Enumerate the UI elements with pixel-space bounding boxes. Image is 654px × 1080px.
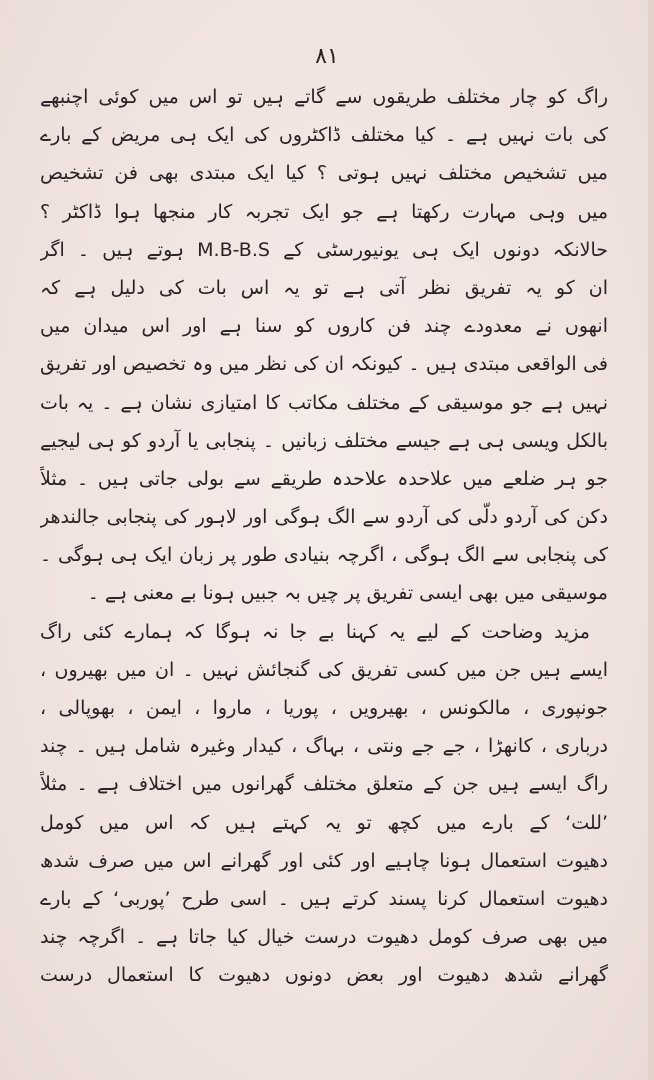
text-line: راگ کو چار مختلف طریقوں سے گاتے ہیں تو اس میں کوئی اچنبھے <box>40 86 608 108</box>
text-line: جو ہر ضلعے میں علاحدہ علاحدہ طریقے سے بولی جاتی ہیں ۔ مثلاً <box>40 467 608 490</box>
text-line: میں تشخیص مختلف نہیں ہوتی ؟ کیا ایک مبتدی بھی فن تشخیص <box>40 162 608 185</box>
text-line: ان کو یہ تفریق نظر آتی ہے تو یہ اس بات کی دلیل ہے کہ <box>40 276 608 299</box>
text-line: راگ ایسے ہیں جن کے متعلق مختلف گھرانوں میں اختلاف ہے ۔ مثلاً <box>40 773 608 796</box>
text-line: انھوں نے معدودے چند فن کاروں کو سنا ہے اور اس میدان میں <box>40 315 608 338</box>
page-number: ۸۱ <box>315 44 339 69</box>
text-line: کی بات نہیں ہے ۔ کیا مختلف ڈاکٹروں کی ایک ہی مریض کے بارے <box>40 124 608 147</box>
text-line: دھیوت استعمال کرنا پسند کرتے ہیں ۔ اسی طرح ’پوربی‘ کے بارے <box>40 887 608 910</box>
text-line: ’للت‘ کے بارے میں کچھ تو یہ کہتے ہیں کہ اس میں کومل <box>40 811 608 834</box>
text-line: موسیقی میں بھی ایسی تفریق پر چیں بہ جبیں ہونا بے معنی ہے ۔ <box>87 582 608 605</box>
text-line: دکن کی آردو دلّی کی آردو سے الگ ہوگی اور لاہور کی پنجابی جالندھر <box>40 506 608 529</box>
text-line: مزید وضاحت کے لیے یہ کہنا بے جا نہ ہوگا کہ ہمارے کئی راگ <box>40 620 590 643</box>
text-line: کی پنجابی سے الگ ہوگی ، اگرچہ بنیادی طور پر زبان ایک ہی ہوگی ۔ <box>40 544 608 567</box>
text-line: نہیں ہے جو موسیقی کے مختلف مکاتب کا امتیازی نشان ہے ۔ یہ بات <box>40 391 608 414</box>
text-line: درباری ، کانھڑا ، جے جے ونتی ، بہاگ ، کیدار وغیرہ شامل ہیں ۔ چند <box>40 735 608 758</box>
text-line: میں وہی مہارت رکھتا ہے جو ایک تجربہ کار منجھا ہوا ڈاکٹر ؟ <box>40 200 608 223</box>
text-line: میں بھی صرف کومل دھیوت درست خیال کیا جاتا ہے ۔ اگرچہ چند <box>40 926 608 949</box>
body-text <box>40 78 608 995</box>
text-line: ایسے ہیں جن میں کسی تفریق کی گنجائش نہیں ۔ ان میں بھیروں ، <box>40 658 608 681</box>
text-line: گھرانے شدھ دھیوت اور بعض دونوں دھیوت کا استعمال درست <box>40 964 608 987</box>
text-line: جونپوری ، مالکونس ، بھیرویں ، پوریا ، ماروا ، ایمن ، بھوپالی ، <box>40 697 608 719</box>
text-line: بالکل ویسی ہی ہے جیسے مختلف زبانیں ۔ پنجابی یا آردو کو ہی لیجیے <box>40 429 608 452</box>
text-line: حالانکہ دونوں ایک ہی یونیورسٹی کے M.B-B.S ہوتے ہیں ۔ اگر <box>40 238 608 261</box>
text-line: دھیوت استعمال ہونا چاہیے اور کئی اور گھرانے اس میں صرف شدھ <box>40 849 608 872</box>
text-line: فی الواقعی مبتدی ہیں ۔ کیونکہ ان کی نظر میں وہ تخصیص اور تفریق <box>40 353 608 376</box>
